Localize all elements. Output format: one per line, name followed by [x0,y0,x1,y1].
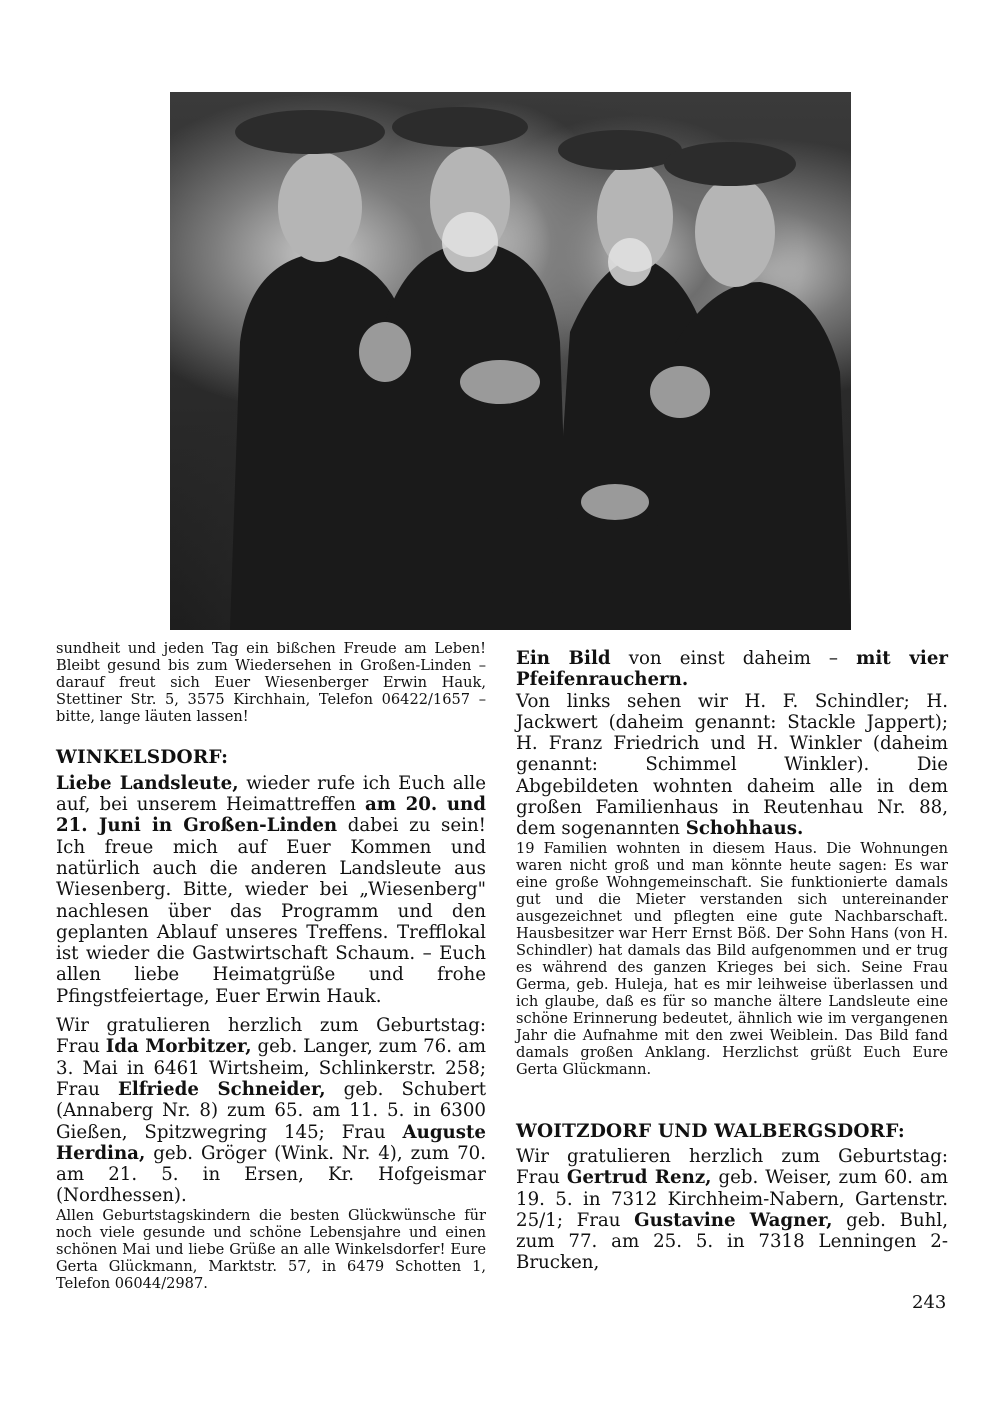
heading-woitzdorf: WOITZDORF UND WALBERGSDORF: [516,1120,905,1142]
right-column [516,648,948,1274]
text: dabei zu sein! Ich freue mich auf Euer Kommen und natürlich auch die anderen Landsleute aus Wiesenberg. Bitte, wieder bei „Wiesenberg" nachlesen über das Programm und den geplanten Ablauf unseres Treffens. Trefflokal ist wieder die Gastwirtschaft Schaum. – Euch allen liebe Heimatgrüße und frohe Pfingstfeiertage, Euer Erwin Hauk. [56,815,486,1007]
text: geb. Buhl, zum 77. am 25. 5. in 7318 Lenningen 2-Brucken, [516,1209,948,1274]
bold-text: Elfriede Schneider, [117,1078,326,1100]
paragraph-schohhaus: 19 Familien wohnten in diesem Haus. Die Wohnungen waren nicht groß und man könnte heute sagen: Es war eine große Wohngemeinschaft. Sie funktionierte damals gut und die Mieter verstanden sich untereinander ausgezeichnet und pflegten eine gute Nachbarschaft. Hausbesitzer war Herr Ernst Böß. Der Sohn Hans (von H. Schindler) hat damals das Bild aufgenommen und er trug es während des ganzen Krieges bei sich. Seine Frau Germa, geb. Huleja, hat es mir leihweise überlassen und ich glaube, daß es für so manche ältere Landsleute eine schöne Erinnerung bedeutet, ähnlich wie im vergangenen Jahr die Aufnahme mit den zwei Weiblein. Das Bild fand damals großen Anklang. Herzlichst grüßt Euch Eure Gerta Glückmann. [516,839,948,1079]
text: wieder rufe ich Euch alle auf, bei unserem Heimattreffen [56,772,486,816]
text: geb. Gröger (Wink. Nr. 4), zum 70. am 21. 5. in Ersen, Kr. Hofgeismar (Nordhessen). [56,1142,486,1207]
paragraph-birthdays [56,1015,486,1207]
text: von einst daheim – [610,648,857,669]
bold-text: am 20. und 21. Juni in Großen-Linden [56,794,486,837]
paragraph-intro: sundheit und jeden Tag ein bißchen Freude am Leben! Bleibt gesund bis zum Wiedersehen in Großen-Linden – darauf freut sich Euer Wiesenberger Erwin Hauk, Stettiner Str. 5, 3575 Kirchhain, Telefon 06422/1657 – bitte, lange läuten lassen! [56,640,486,726]
paragraph-greetings: Allen Geburtstagskindern die besten Glückwünsche für noch viele gesunde und schöne Lebensjahre und einen schönen Mai und liebe Grüße an alle Winkelsdorfer! Eure Gerta Glückmann, Marktstr. 57, in 6479 Schotten 1, Telefon 06044/2987. [56,1206,486,1292]
text: Von links sehen wir H. F. Schindler; H. Jackwert (daheim genannt: Stackle Jappert); H. Franz Friedrich und H. Winkler (daheim genannt: Schimmel Winkler). Die Abgebildeten wohnten daheim alle in dem großen Familienhaus in Reutenhau Nr. 88, dem sogenannten [516,690,948,840]
text: geb. Langer, zum 76. am 3. Mai in 6461 Wirtsheim, Schlinkerstr. 258; Frau [56,1036,486,1100]
bold-text: Ida Morbitzer, [105,1036,252,1058]
bold-text: Ein Bild [516,648,611,669]
text: geb. Schubert (Annaberg Nr. 8) zum 65. am 11. 5. in 6300 Gießen, Spitzwegring 145; Frau [56,1078,487,1143]
text: Wir gratulieren herzlich zum Geburtstag: Frau [56,1015,486,1058]
left-column [56,640,486,1292]
bold-text: mit vier Pfeifenrauchern. [516,648,948,691]
bold-text: Gustavine Wagner, [634,1209,833,1231]
text: Wir gratulieren herzlich zum Geburtstag: Frau [516,1146,948,1189]
bold-text: Gertrud Renz, [566,1167,712,1189]
historic-photo [170,92,851,630]
page-number: 243 [912,1292,947,1313]
photo-four-pipe-smokers-icon [170,92,851,630]
bold-text: Auguste Herdina, [56,1121,486,1164]
photo-caption [516,648,948,840]
paragraph-woitzdorf-birthdays [516,1146,948,1274]
paragraph-winkelsdorf [56,773,486,1007]
text: geb. Weiser, zum 60. am 19. 5. in 7312 Kirchheim-Nabern, Gartenstr. 25/1; Frau [516,1167,949,1231]
bold-text: Schohhaus. [685,818,804,840]
bold-text: Liebe Landsleute, [56,772,239,794]
heading-winkelsdorf: WINKELSDORF: [56,747,229,769]
